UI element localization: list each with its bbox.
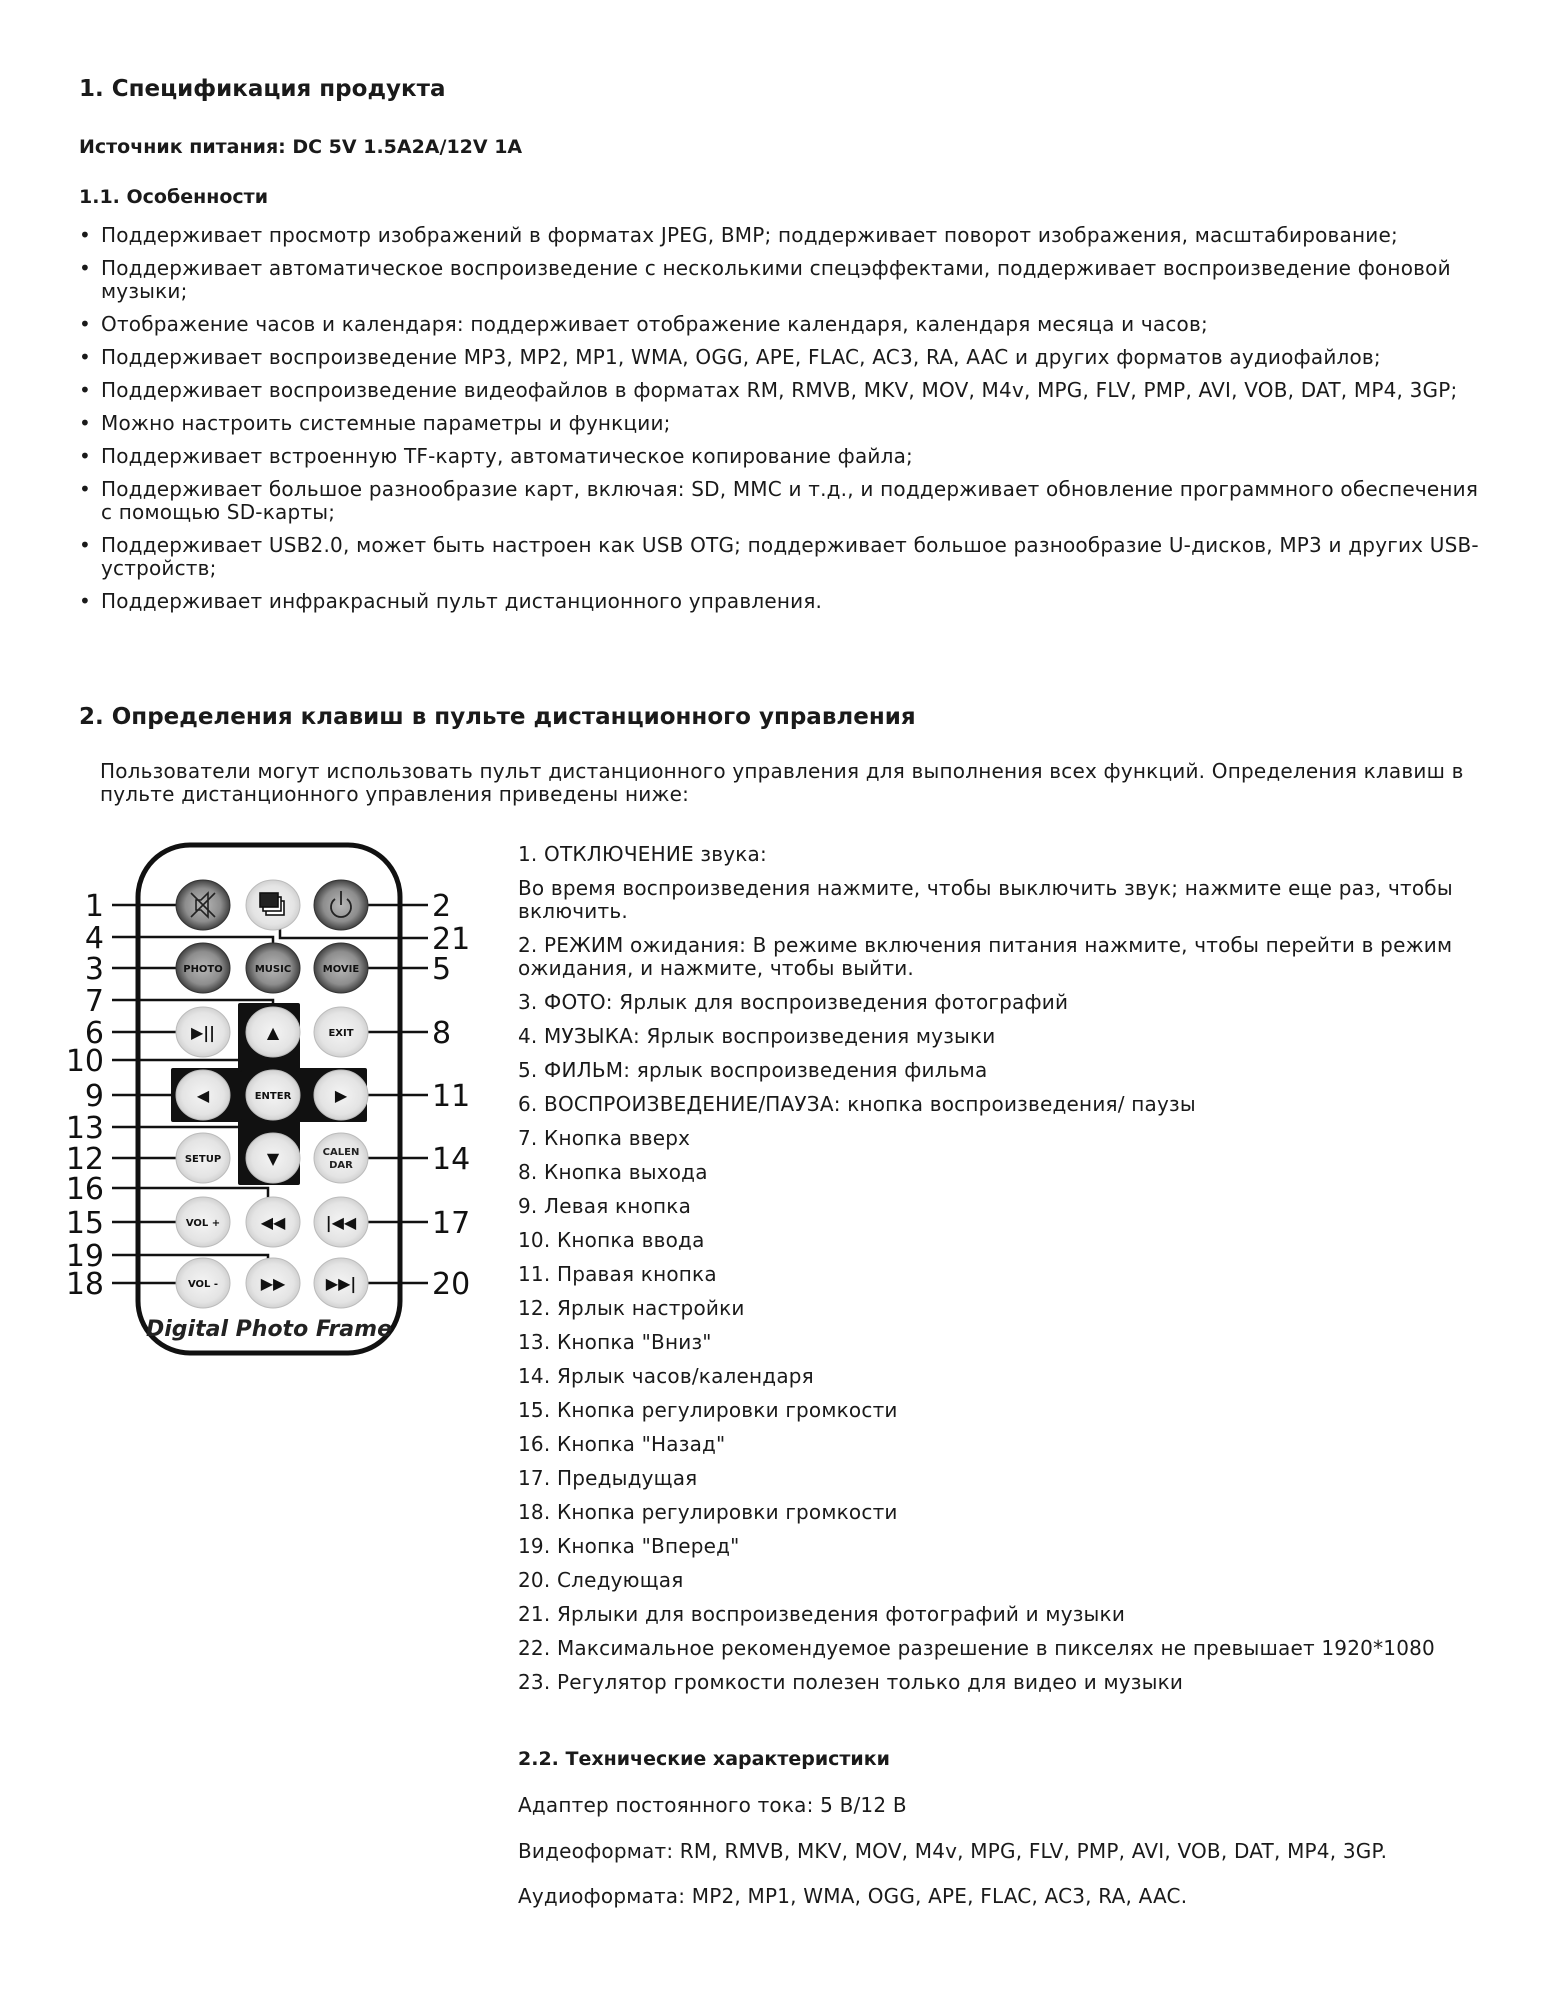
key-definition-item: 22. Максимальное рекомендуемое разрешение в пикселях не превышает 1920*1080: [518, 1636, 1435, 1660]
key-definition-item: 8. Кнопка выхода: [518, 1160, 708, 1184]
key-definition-item: 9. Левая кнопка: [518, 1194, 692, 1218]
movie-button[interactable]: [314, 943, 368, 993]
setup-button[interactable]: [176, 1133, 230, 1183]
bullet-icon: •: [79, 223, 91, 247]
key-definitions: [518, 843, 1518, 1705]
feature-text: Поддерживает воспроизведение видеофайлов в форматах RM, RMVB, MKV, MOV, M4v, MPG, FLV, PMP, AVI, VOB, DAT, MP4, 3GP;: [101, 378, 1458, 402]
key-definition-item: 5. ФИЛЬМ: ярлык воспроизведения фильма: [518, 1058, 988, 1082]
feature-text: Поддерживает воспроизведение MP3, MP2, MP1, WMA, OGG, APE, FLAC, AC3, RA, AAC и других форматов аудиофайлов;: [101, 345, 1381, 369]
play-pause-button[interactable]: [176, 1007, 230, 1057]
key-definition-item: 17. Предыдущая: [518, 1466, 698, 1490]
remote-intro: Пользователи могут использовать пульт дистанционного управления для выполнения всех функций. Определения клавиш в пульте дистанционного управления приведены ниже:: [100, 759, 1464, 806]
bullet-icon: •: [79, 533, 91, 557]
exit-button[interactable]: [314, 1007, 368, 1057]
key-definition-item: 21. Ярлыки для воспроизведения фотографий и музыки: [518, 1602, 1126, 1626]
feature-text: Поддерживает встроенную TF-карту, автоматическое копирование файла;: [101, 444, 913, 468]
callout-number: 16: [65, 1172, 104, 1207]
specs-title: 2.2. Технические характеристики: [518, 1748, 890, 1770]
previous-icon: |◀◀: [325, 1213, 357, 1232]
button-label: EXIT: [328, 1028, 354, 1039]
button-label: MOVIE: [322, 964, 360, 975]
key-definition-item: 13. Кнопка "Вниз": [518, 1330, 712, 1354]
bullet-icon: •: [79, 444, 91, 468]
right-button[interactable]: [314, 1070, 368, 1120]
bullet-icon: •: [79, 589, 91, 613]
remote-control-diagram: [0, 0, 560, 1400]
key-definition-item: 4. МУЗЫКА: Ярлык воспроизведения музыки: [518, 1024, 996, 1048]
bullet-icon: •: [79, 477, 91, 501]
arrow-right-icon: ▶: [334, 1086, 348, 1105]
callout-number: 12: [65, 1142, 104, 1177]
button-label: VOL -: [187, 1279, 219, 1290]
callout-number: 9: [84, 1079, 104, 1114]
play-pause-icon: ▶||: [191, 1023, 215, 1042]
music-button[interactable]: [246, 943, 300, 993]
callout-number: 15: [65, 1206, 104, 1241]
remote-brand: Digital Photo Frame: [146, 1317, 392, 1342]
forward-button[interactable]: [246, 1258, 300, 1308]
callout-number: 5: [432, 952, 452, 987]
key-definition-item: 12. Ярлык настройки: [518, 1296, 745, 1320]
key-definition-item: 19. Кнопка "Вперед": [518, 1534, 740, 1558]
spec-audio: Аудиоформата: MP2, MP1, WMA, OGG, APE, FLAC, AC3, RA, AAC.: [518, 1884, 1188, 1908]
button-label: CALEN: [322, 1147, 360, 1158]
callout-number: 6: [84, 1016, 104, 1051]
key-definition-item: 2. РЕЖИМ ожидания: В режиме включения питания нажмите, чтобы перейти в режим ожидания, и нажмите, чтобы выйти.: [518, 933, 1453, 980]
key-definition-item: 10. Кнопка ввода: [518, 1228, 705, 1252]
key-definition-item: 7. Кнопка вверх: [518, 1126, 691, 1150]
section-2-title: 2. Определения клавиш в пульте дистанционного управления: [79, 704, 916, 730]
rewind-icon: ◀◀: [260, 1213, 286, 1232]
bullet-icon: •: [79, 312, 91, 336]
photo-music-button[interactable]: [246, 880, 300, 930]
callout-number: 4: [84, 921, 104, 956]
feature-text: Поддерживает инфракрасный пульт дистанционного управления.: [101, 589, 823, 613]
key-definition-item: 11. Правая кнопка: [518, 1262, 717, 1286]
key-definition-item: 14. Ярлык часов/календаря: [518, 1364, 814, 1388]
vol-down-button[interactable]: [176, 1258, 230, 1308]
callout-number: 17: [432, 1206, 471, 1241]
bullet-icon: •: [79, 345, 91, 369]
power-supply-spec: Источник питания: DC 5V 1.5A2A/12V 1A: [79, 136, 523, 158]
key-definition-item: 1. ОТКЛЮЧЕНИЕ звука:: [518, 842, 767, 866]
callout-number: 8: [432, 1016, 452, 1051]
key-definition-item: 6. ВОСПРОИЗВЕДЕНИЕ/ПАУЗА: кнопка воспроизведения/ паузы: [518, 1092, 1196, 1116]
mute-button[interactable]: [176, 880, 230, 930]
calendar-button[interactable]: [314, 1133, 368, 1183]
fast-forward-icon: ▶▶: [260, 1274, 286, 1293]
bullet-icon: •: [79, 411, 91, 435]
button-label: DAR: [329, 1160, 353, 1171]
button-label: MUSIC: [254, 964, 292, 975]
section-1-title: 1. Спецификация продукта: [79, 76, 446, 102]
next-button[interactable]: [314, 1258, 368, 1308]
button-label: VOL +: [185, 1218, 221, 1229]
key-definition-item: 23. Регулятор громкости полезен только для видео и музыки: [518, 1670, 1184, 1694]
next-icon: ▶▶|: [325, 1274, 357, 1293]
callout-number: 7: [84, 984, 104, 1019]
callout-number: 1: [84, 889, 104, 924]
callout-number: 13: [65, 1111, 104, 1146]
rewind-button[interactable]: [246, 1197, 300, 1247]
callout-number: 18: [65, 1267, 104, 1302]
prev-button[interactable]: [314, 1197, 368, 1247]
callout-number: 11: [432, 1079, 471, 1114]
feature-text: Поддерживает USB2.0, может быть настроен как USB OTG; поддерживает большое разнообразие U-дисков, MP3 и других USB-устройств;: [101, 533, 1479, 580]
key-definition-item: 16. Кнопка "Назад": [518, 1432, 726, 1456]
feature-text: Отображение часов и календаря: поддерживает отображение календаря, календаря месяца и часов;: [101, 312, 1208, 336]
left-button[interactable]: [176, 1070, 230, 1120]
down-button[interactable]: [246, 1133, 300, 1183]
callout-number: 14: [432, 1142, 471, 1177]
key-definition-item: 20. Следующая: [518, 1568, 684, 1592]
vol-up-button[interactable]: [176, 1197, 230, 1247]
key-definition-item: 18. Кнопка регулировки громкости: [518, 1500, 898, 1524]
callout-number: 2: [432, 889, 452, 924]
arrow-left-icon: ◀: [196, 1086, 210, 1105]
key-definition-item: 15. Кнопка регулировки громкости: [518, 1398, 898, 1422]
callout-number: 10: [65, 1044, 104, 1079]
feature-text: Поддерживает большое разнообразие карт, включая: SD, MMC и т.д., и поддерживает обновление программного обеспечения с помощью SD-карты;: [101, 477, 1479, 524]
feature-text: Можно настроить системные параметры и функции;: [101, 411, 671, 435]
feature-text: Поддерживает автоматическое воспроизведение с несколькими спецэффектами, поддерживает воспроизведение фоновой музыки;: [101, 256, 1451, 303]
power-button[interactable]: [314, 880, 368, 930]
enter-button[interactable]: [246, 1070, 300, 1120]
key-definition-item: 3. ФОТО: Ярлык для воспроизведения фотографий: [518, 990, 1069, 1014]
button-label: PHOTO: [183, 964, 223, 975]
callout-number: 20: [432, 1267, 471, 1302]
spec-adapter: Адаптер постоянного тока: 5 В/12 В: [518, 1793, 907, 1817]
arrow-down-icon: ▼: [266, 1149, 280, 1168]
key-definition-item: Во время воспроизведения нажмите, чтобы выключить звук; нажмите еще раз, чтобы включить.: [518, 876, 1453, 923]
callout-number: 21: [432, 922, 471, 957]
button-label: SETUP: [184, 1154, 222, 1165]
bullet-icon: •: [79, 256, 91, 280]
callout-number: 19: [65, 1239, 104, 1274]
photo-button[interactable]: [176, 943, 230, 993]
button-label: ENTER: [254, 1091, 292, 1102]
arrow-up-icon: ▲: [266, 1023, 280, 1042]
features-title: 1.1. Особенности: [79, 186, 269, 208]
callout-number: 3: [84, 952, 104, 987]
feature-text: Поддерживает просмотр изображений в форматах JPEG, BMP; поддерживает поворот изображения, масштабирование;: [101, 223, 1398, 247]
bullet-icon: •: [79, 378, 91, 402]
photo-stack-icon: [260, 893, 284, 915]
up-button[interactable]: [246, 1007, 300, 1057]
spec-video: Видеоформат: RM, RMVB, MKV, MOV, M4v, MPG, FLV, PMP, AVI, VOB, DAT, MP4, 3GP.: [518, 1839, 1388, 1863]
